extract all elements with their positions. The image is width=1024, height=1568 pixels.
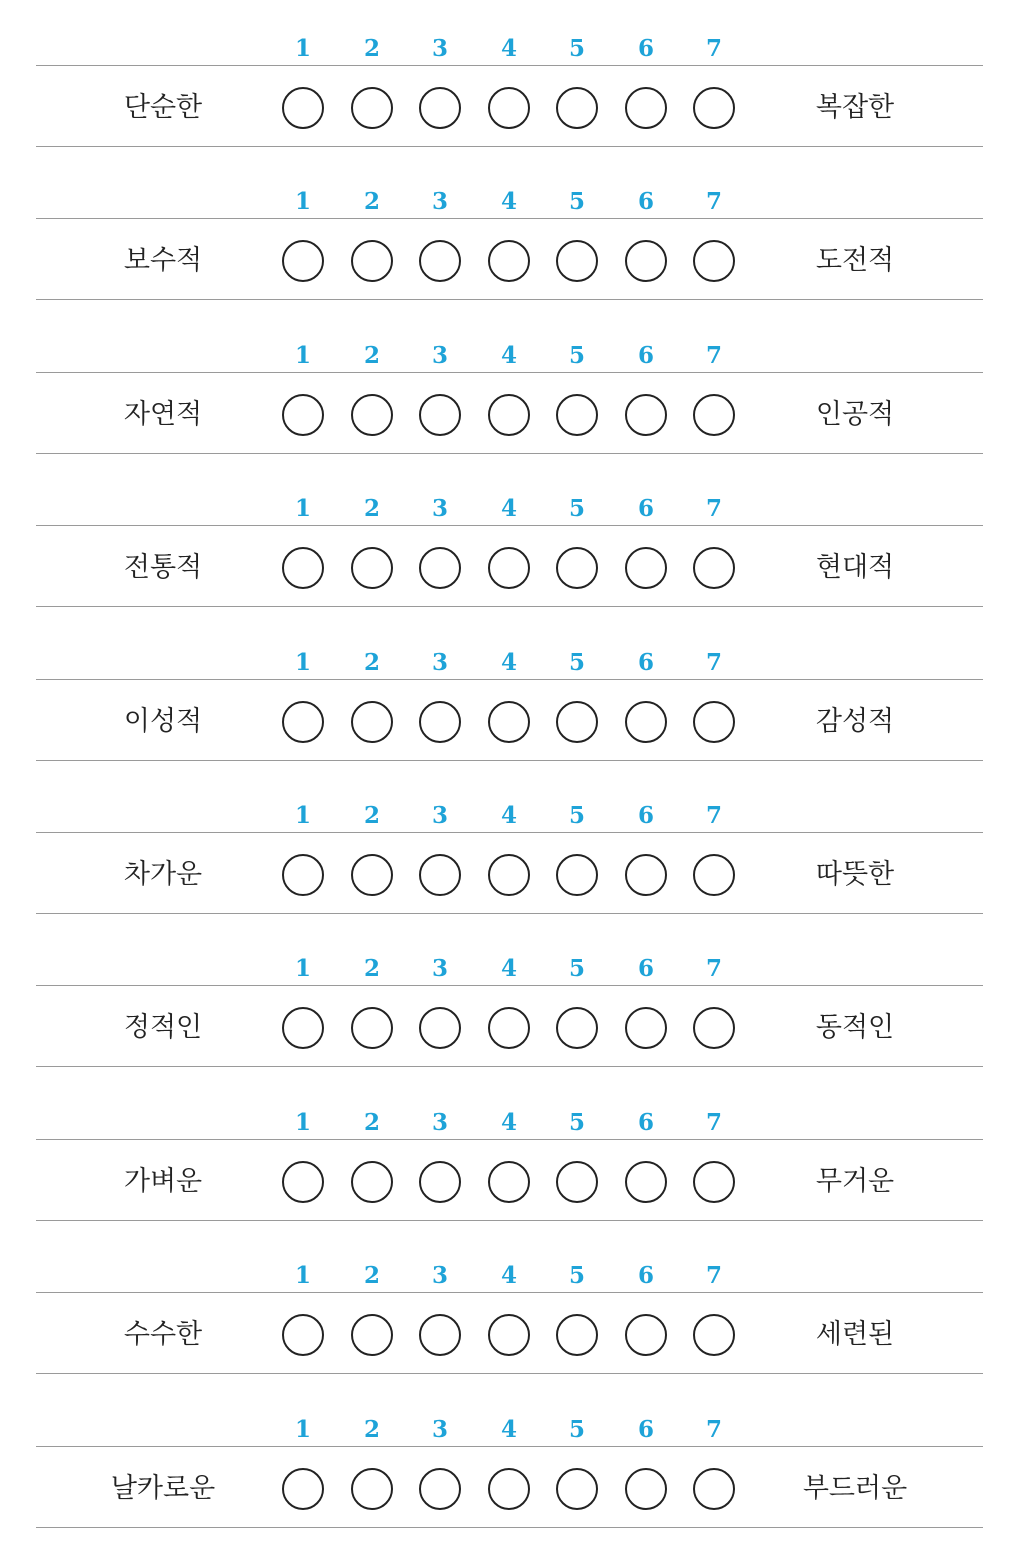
divider-top [36,985,983,986]
rating-radio-2[interactable] [351,701,393,743]
right-adjective: 감성적 [815,705,895,737]
rating-radio-1[interactable] [282,1161,324,1203]
rating-radio-4[interactable] [488,854,530,896]
scale-number: 4 [500,495,517,523]
rating-radio-5[interactable] [556,547,598,589]
scale-number: 1 [294,495,311,523]
scale-number: 6 [637,495,654,523]
rating-radio-3[interactable] [419,854,461,896]
rating-radio-3[interactable] [419,240,461,282]
scale-number: 4 [500,1108,517,1136]
scale-number: 6 [637,1262,654,1290]
scale-number: 2 [363,495,380,523]
rating-radio-4[interactable] [488,1007,530,1049]
rating-radio-5[interactable] [556,701,598,743]
rating-radio-7[interactable] [693,87,735,129]
right-adjective: 도전적 [815,245,895,277]
rating-radio-3[interactable] [419,1161,461,1203]
divider-top [36,679,983,680]
scale-number: 1 [294,648,311,676]
divider-bottom [36,1220,983,1221]
rating-radio-7[interactable] [693,701,735,743]
rating-radio-7[interactable] [693,240,735,282]
rating-radio-3[interactable] [419,394,461,436]
left-adjective: 가벼운 [123,1165,203,1197]
divider-top [36,218,983,219]
scale-number: 1 [294,35,311,62]
rating-radio-2[interactable] [351,1007,393,1049]
scale-item [0,648,1024,801]
scale-item [0,34,1024,187]
scale-item [0,954,1024,1107]
rating-radio-1[interactable] [282,854,324,896]
scale-number: 1 [294,955,311,983]
rating-radio-4[interactable] [488,394,530,436]
divider-bottom [36,146,983,147]
scale-number: 5 [568,35,585,62]
divider-bottom [36,453,983,454]
rating-radio-3[interactable] [419,1468,461,1510]
rating-radio-2[interactable] [351,1468,393,1510]
divider-bottom [36,760,983,761]
rating-radio-1[interactable] [282,1468,324,1510]
left-adjective: 단순한 [123,92,203,123]
rating-radio-6[interactable] [625,1007,667,1049]
scale-item [0,1415,1024,1568]
scale-number: 2 [363,802,380,829]
rating-radio-5[interactable] [556,240,598,282]
divider-bottom [36,1527,983,1528]
rating-radio-1[interactable] [282,87,324,129]
scale-number: 4 [500,188,517,216]
scale-number: 3 [431,341,448,369]
rating-radio-1[interactable] [282,1007,324,1049]
left-adjective: 보수적 [123,245,203,277]
rating-radio-6[interactable] [625,1468,667,1510]
rating-radio-6[interactable] [625,1314,667,1356]
rating-radio-1[interactable] [282,701,324,743]
scale-number: 4 [500,802,517,829]
rating-radio-7[interactable] [693,547,735,589]
scale-number: 2 [363,341,380,369]
divider-top [36,1292,983,1293]
scale-number: 3 [431,1108,448,1136]
rating-radio-4[interactable] [488,240,530,282]
rating-radio-2[interactable] [351,240,393,282]
left-adjective: 차가운 [123,859,203,890]
scale-number: 7 [705,802,722,829]
scale-number: 3 [431,1415,448,1443]
scale-number-row [0,1415,1024,1445]
scale-number: 3 [431,1262,448,1290]
scale-number: 4 [500,341,517,369]
rating-radio-4[interactable] [488,87,530,129]
rating-radio-2[interactable] [351,394,393,436]
scale-number: 1 [294,1262,311,1290]
rating-radio-2[interactable] [351,854,393,896]
rating-radio-5[interactable] [556,87,598,129]
scale-number: 3 [431,955,448,983]
divider-top [36,832,983,833]
divider-bottom [36,1373,983,1374]
scale-number: 2 [363,955,380,983]
scale-number: 7 [705,955,722,983]
left-adjective: 자연적 [123,398,203,430]
rating-radio-6[interactable] [625,547,667,589]
rating-radio-1[interactable] [282,240,324,282]
rating-radio-7[interactable] [693,1468,735,1510]
left-adjective: 전통적 [123,552,203,584]
rating-radio-5[interactable] [556,394,598,436]
scale-number-row [0,1261,1024,1291]
scale-number-row [0,648,1024,678]
rating-radio-3[interactable] [419,87,461,129]
scale-number: 1 [294,188,311,216]
divider-bottom [36,606,983,607]
rating-radio-6[interactable] [625,240,667,282]
divider-top [36,372,983,373]
rating-radio-2[interactable] [351,547,393,589]
scale-number: 6 [637,1108,654,1136]
scale-number: 5 [568,188,585,216]
rating-radio-1[interactable] [282,394,324,436]
scale-number-row [0,187,1024,217]
right-adjective: 부드러운 [802,1472,908,1504]
rating-radio-6[interactable] [625,394,667,436]
scale-number: 4 [500,35,517,62]
scale-number: 7 [705,1415,722,1443]
rating-radio-7[interactable] [693,1161,735,1203]
rating-radio-6[interactable] [625,87,667,129]
rating-radio-4[interactable] [488,1161,530,1203]
left-adjective: 수수한 [123,1319,203,1351]
divider-top [36,1139,983,1140]
rating-radio-1[interactable] [282,1314,324,1356]
right-adjective: 세련된 [815,1319,895,1351]
scale-number: 1 [294,341,311,369]
scale-number: 6 [637,1415,654,1443]
scale-number: 3 [431,802,448,829]
scale-number: 7 [705,341,722,369]
rating-radio-5[interactable] [556,1468,598,1510]
rating-radio-6[interactable] [625,854,667,896]
scale-number: 3 [431,188,448,216]
scale-number: 5 [568,648,585,676]
right-adjective: 복잡한 [815,92,895,123]
scale-number: 1 [294,1415,311,1443]
scale-number: 5 [568,1262,585,1290]
left-adjective: 정적인 [123,1012,203,1044]
rating-radio-1[interactable] [282,547,324,589]
scale-number-row [0,341,1024,371]
rating-radio-4[interactable] [488,1468,530,1510]
scale-number: 1 [294,1108,311,1136]
scale-number: 5 [568,955,585,983]
scale-number: 6 [637,188,654,216]
scale-number-row [0,494,1024,524]
scale-number: 2 [363,1262,380,1290]
scale-number: 3 [431,648,448,676]
scale-number: 7 [705,188,722,216]
scale-number-row [0,954,1024,984]
rating-radio-3[interactable] [419,1314,461,1356]
left-adjective: 이성적 [123,705,203,737]
scale-item [0,187,1024,340]
scale-number: 7 [705,495,722,523]
scale-number: 3 [431,35,448,62]
scale-number: 1 [294,802,311,829]
right-adjective: 따뜻한 [815,859,895,890]
scale-number: 7 [705,648,722,676]
rating-radio-2[interactable] [351,1314,393,1356]
scale-number-row [0,1108,1024,1138]
scale-number: 4 [500,955,517,983]
scale-number: 3 [431,495,448,523]
rating-radio-5[interactable] [556,1314,598,1356]
scale-number: 7 [705,1108,722,1136]
rating-radio-3[interactable] [419,1007,461,1049]
divider-top [36,65,983,66]
rating-radio-5[interactable] [556,854,598,896]
scale-number: 4 [500,1415,517,1443]
rating-radio-7[interactable] [693,1314,735,1356]
scale-number: 6 [637,802,654,829]
scale-number: 4 [500,648,517,676]
scale-item [0,1261,1024,1414]
scale-number: 6 [637,341,654,369]
scale-number: 4 [500,1262,517,1290]
scale-number: 2 [363,35,380,62]
divider-top [36,1446,983,1447]
scale-item [0,341,1024,494]
rating-radio-3[interactable] [419,547,461,589]
right-adjective: 현대적 [815,552,895,584]
scale-number: 6 [637,35,654,62]
rating-radio-2[interactable] [351,1161,393,1203]
rating-radio-5[interactable] [556,1007,598,1049]
rating-radio-4[interactable] [488,547,530,589]
scale-number: 5 [568,1108,585,1136]
scale-number-row [0,34,1024,64]
divider-bottom [36,1066,983,1067]
scale-number: 2 [363,1415,380,1443]
rating-radio-6[interactable] [625,701,667,743]
scale-item [0,494,1024,647]
scale-number: 2 [363,188,380,216]
rating-radio-4[interactable] [488,1314,530,1356]
rating-radio-2[interactable] [351,87,393,129]
right-adjective: 인공적 [815,398,895,430]
rating-radio-7[interactable] [693,1007,735,1049]
scale-number: 5 [568,495,585,523]
rating-radio-4[interactable] [488,701,530,743]
scale-number: 2 [363,648,380,676]
rating-radio-3[interactable] [419,701,461,743]
scale-number: 2 [363,1108,380,1136]
rating-radio-7[interactable] [693,394,735,436]
scale-number: 5 [568,1415,585,1443]
scale-number: 7 [705,35,722,62]
divider-bottom [36,299,983,300]
left-adjective: 날카로운 [110,1472,216,1504]
scale-item [0,1108,1024,1261]
divider-bottom [36,913,983,914]
right-adjective: 동적인 [815,1012,895,1044]
rating-radio-7[interactable] [693,854,735,896]
scale-number: 7 [705,1262,722,1290]
rating-radio-5[interactable] [556,1161,598,1203]
scale-number: 5 [568,802,585,829]
scale-number-row [0,801,1024,831]
right-adjective: 무거운 [815,1165,895,1197]
scale-number: 6 [637,955,654,983]
divider-top [36,525,983,526]
scale-number: 6 [637,648,654,676]
scale-item [0,801,1024,954]
scale-number: 5 [568,341,585,369]
rating-radio-6[interactable] [625,1161,667,1203]
